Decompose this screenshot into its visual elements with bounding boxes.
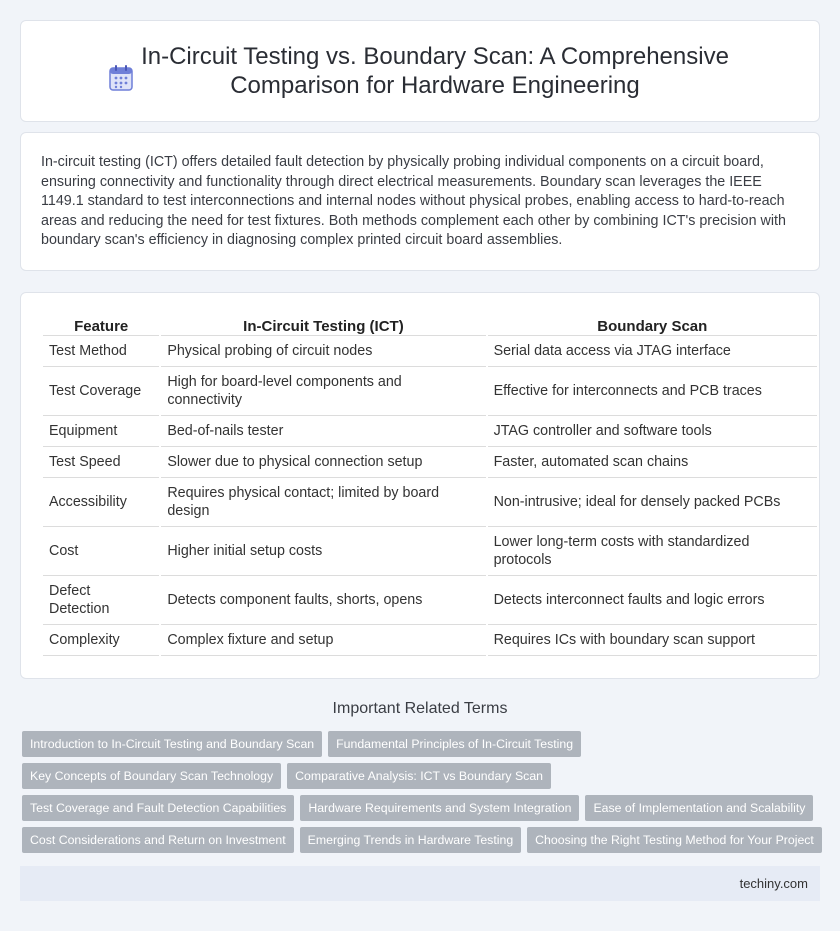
cell-boundary-scan: Faster, automated scan chains xyxy=(488,447,817,478)
cell-feature: Cost xyxy=(43,527,159,576)
related-tag[interactable]: Emerging Trends in Hardware Testing xyxy=(300,827,522,853)
header-ict: In-Circuit Testing (ICT) xyxy=(161,315,485,336)
comparison-table xyxy=(41,315,819,656)
cell-boundary-scan: Detects interconnect faults and logic errors xyxy=(488,576,817,625)
table-row xyxy=(43,576,817,625)
table-row xyxy=(43,527,817,576)
cell-ict: Requires physical contact; limited by board design xyxy=(161,478,485,527)
related-tag[interactable]: Cost Considerations and Return on Investment xyxy=(22,827,294,853)
table-row xyxy=(43,625,817,656)
table-row xyxy=(43,478,817,527)
header-boundary-scan: Boundary Scan xyxy=(488,315,817,336)
footer-site[interactable]: techiny.com xyxy=(739,876,808,891)
cell-ict: Bed-of-nails tester xyxy=(161,416,485,447)
cell-boundary-scan: Lower long-term costs with standardized protocols xyxy=(488,527,817,576)
summary-card xyxy=(20,132,820,271)
cell-ict: Higher initial setup costs xyxy=(161,527,485,576)
table-header-row xyxy=(43,315,817,336)
related-tag[interactable]: Introduction to In-Circuit Testing and Boundary Scan xyxy=(22,731,322,757)
cell-feature: Defect Detection xyxy=(43,576,159,625)
related-tag[interactable]: Choosing the Right Testing Method for Your Project xyxy=(527,827,822,853)
cell-ict: Detects component faults, shorts, opens xyxy=(161,576,485,625)
cell-ict: Physical probing of circuit nodes xyxy=(161,336,485,367)
related-tag[interactable]: Key Concepts of Boundary Scan Technology xyxy=(22,763,281,789)
table-row xyxy=(43,416,817,447)
cell-boundary-scan: Requires ICs with boundary scan support xyxy=(488,625,817,656)
related-tag[interactable]: Ease of Implementation and Scalability xyxy=(585,795,813,821)
related-tag[interactable]: Hardware Requirements and System Integration xyxy=(300,795,579,821)
cell-boundary-scan: Non-intrusive; ideal for densely packed PCBs xyxy=(488,478,817,527)
table-row xyxy=(43,367,817,416)
related-tag[interactable]: Test Coverage and Fault Detection Capabilities xyxy=(22,795,294,821)
cell-feature: Test Coverage xyxy=(43,367,159,416)
cell-boundary-scan: Serial data access via JTAG interface xyxy=(488,336,817,367)
cell-ict: Complex fixture and setup xyxy=(161,625,485,656)
cell-feature: Equipment xyxy=(43,416,159,447)
cell-feature: Test Method xyxy=(43,336,159,367)
related-terms-tags xyxy=(22,731,822,853)
cell-boundary-scan: JTAG controller and software tools xyxy=(488,416,817,447)
cell-ict: Slower due to physical connection setup xyxy=(161,447,485,478)
comparison-table-card xyxy=(20,292,820,679)
table-row xyxy=(43,447,817,478)
cell-boundary-scan: Effective for interconnects and PCB traces xyxy=(488,367,817,416)
page-title: In-Circuit Testing vs. Boundary Scan: A Comprehensive Comparison for Hardware Engineering xyxy=(141,43,729,99)
title-card xyxy=(20,20,820,122)
table-row xyxy=(43,336,817,367)
cell-ict: High for board-level components and connectivity xyxy=(161,367,485,416)
related-tag[interactable]: Fundamental Principles of In-Circuit Testing xyxy=(328,731,581,757)
header-feature: Feature xyxy=(43,315,159,336)
cell-feature: Accessibility xyxy=(43,478,159,527)
cell-feature: Test Speed xyxy=(43,447,159,478)
summary-text: In-circuit testing (ICT) offers detailed fault detection by physically probing individual components on a circuit board, ensuring connectivity and functionality through direct electrical measurements. Boundary scan leverages the IEEE 1149.1 standard to test interconnections and internal nodes without physical probes, enabling access to hard-to-reach areas and reducing the need for test fixtures. Both methods complement each other by combining ICT's precision with boundary scan's efficiency in diagnosing complex printed circuit board assemblies. xyxy=(41,154,786,248)
related-terms-title: Important Related Terms xyxy=(332,700,508,717)
footer xyxy=(20,866,820,901)
related-tag[interactable]: Comparative Analysis: ICT vs Boundary Scan xyxy=(287,763,551,789)
cell-feature: Complexity xyxy=(43,625,159,656)
